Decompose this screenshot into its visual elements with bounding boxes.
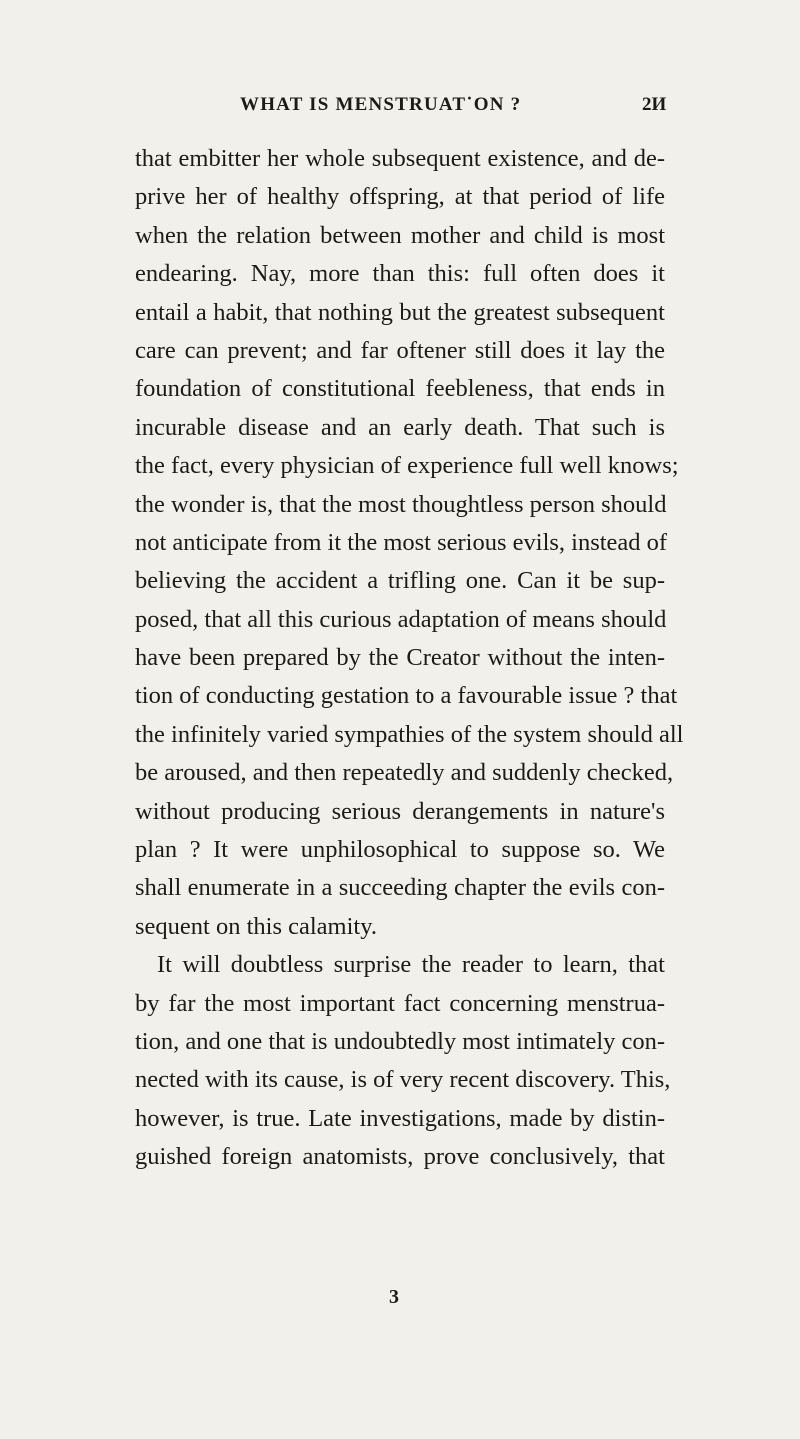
body-text [135, 140, 684, 1177]
text-line: the infinitely varied sympathies of the system should all [135, 720, 684, 748]
text-line: have been prepared by the Creator without the inten- [135, 644, 665, 672]
running-head [0, 94, 800, 124]
text-line: believing the accident a trifling one. Can it be sup- [135, 567, 665, 595]
text-line: prive her of healthy offspring, at that period of life [135, 183, 665, 211]
text-line: nected with its cause, is of very recent discovery. This, [135, 1066, 671, 1094]
text-line: posed, that all this curious adaptation of means should [135, 605, 667, 633]
text-line: tion of conducting gestation to a favourable issue ? that [135, 682, 678, 710]
text-line: shall enumerate in a succeeding chapter the evils con- [135, 874, 665, 902]
paragraph-start-line: It will doubtless surprise the reader to learn, that [157, 951, 665, 979]
text-line: care can prevent; and far oftener still does it lay the [135, 336, 665, 364]
text-line: be aroused, and then repeatedly and suddenly checked, [135, 759, 674, 787]
text-line: entail a habit, that nothing but the greatest subsequent [135, 298, 665, 326]
text-line: when the relation between mother and child is most [135, 221, 665, 249]
text-line: the wonder is, that the most thoughtless person should [135, 490, 667, 518]
text-line: by far the most important fact concerning menstrua- [135, 989, 665, 1017]
text-line: however, is true. Late investigations, made by distin- [135, 1104, 665, 1132]
text-line: tion, and one that is undoubtedly most intimately con- [135, 1027, 666, 1055]
text-line: incurable disease and an early death. That such is [135, 413, 665, 441]
paragraph-end-line: sequent on this calamity. [135, 912, 377, 940]
text-line: plan ? It were unphilosophical to suppose so. We [135, 836, 665, 864]
text-line: the fact, every physician of experience full well knows; [135, 452, 679, 480]
running-title: WHAT IS MENSTRUAT˙ON ? [240, 94, 522, 115]
text-line: foundation of constitutional feebleness, that ends in [135, 375, 665, 403]
text-line: endearing. Nay, more than this: full often does it [135, 260, 665, 288]
text-line: guished foreign anatomists, prove conclusively, that [135, 1143, 665, 1171]
signature-mark: 3 [389, 1286, 399, 1308]
text-line: that embitter her whole subsequent existence, and de- [135, 145, 665, 172]
text-line: not anticipate from it the most serious evils, instead of [135, 528, 668, 556]
page-number: 2И [642, 94, 667, 115]
text-line: without producing serious derangements in nature's [135, 797, 665, 825]
